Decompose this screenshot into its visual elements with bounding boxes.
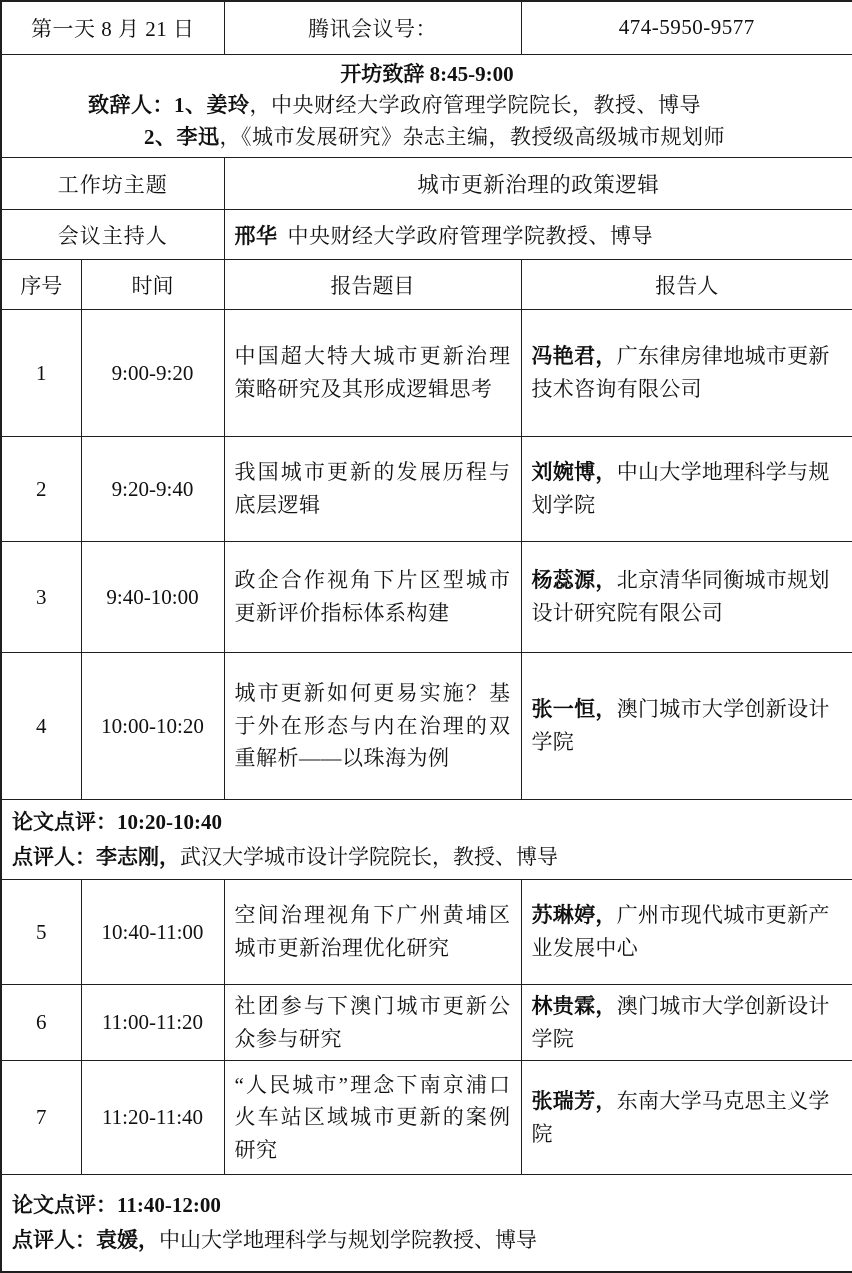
top-header-row [1,1,852,54]
session-time: 9:20-9:40 [81,437,224,542]
col-header-index: 序号 [1,260,81,310]
session-row-2 [1,437,852,542]
reviewer-line [12,1223,842,1258]
session-time: 10:40-11:00 [81,880,224,985]
opening-speaker2-name: 2、李迅 [144,124,220,149]
speaker-name: 刘婉博， [531,460,617,485]
session-row-5 [1,880,852,985]
theme-value: 城市更新治理的政策逻辑 [224,158,852,210]
col-header-title: 报告题目 [224,260,521,310]
session-title: 中国超大特大城市更新治理策略研究及其形成逻辑思考 [224,310,521,437]
speaker-affiliation: 广州市现代城市更新产业发展中心 [531,903,830,960]
host-name: 邢华 [234,223,278,248]
session-row-3 [1,542,852,653]
theme-row [1,158,852,210]
session-number: 7 [1,1061,81,1175]
host-label: 会议主持人 [1,210,224,260]
speaker-name: 冯艳君， [531,344,617,369]
session-number: 3 [1,542,81,653]
speaker-name: 张一恒， [531,697,617,722]
session-speaker [521,1061,852,1175]
session-speaker [521,653,852,800]
reviewer-affiliation: 武汉大学城市设计学院院长，教授、博导 [180,844,558,869]
session-row-6 [1,985,852,1061]
session-speaker [521,985,852,1061]
session-title: 城市更新如何更易实施？基于外在形态与内在治理的双重解析——以珠海为例 [224,653,521,800]
opening-speaker1-name: 1、姜玲 [174,93,250,117]
reviewer-line [12,840,842,875]
host-affiliation: 中央财经大学政府管理学院教授、博导 [287,223,653,248]
session-speaker [521,310,852,437]
session-title: “人民城市”理念下南京浦口火车站区域城市更新的案例研究 [224,1061,521,1175]
meeting-number-value: 474-5950-9577 [521,1,852,54]
speaker-affiliation: 广东律房律地城市更新技术咨询有限公司 [531,344,830,401]
session-number: 1 [1,310,81,437]
session-row-4 [1,653,852,800]
session-title: 社团参与下澳门城市更新公众参与研究 [224,985,521,1061]
session-row-7 [1,1061,852,1175]
reviewer-label: 点评人： [12,844,96,869]
session-number: 5 [1,880,81,985]
session-number: 4 [1,653,81,800]
reviewer-name: 李志刚， [96,844,180,869]
speaker-affiliation: 澳门城市大学创新设计学院 [531,697,830,754]
review-time-line [12,805,842,840]
paper-review-2-cell [1,1175,852,1272]
paper-review-1-cell [1,800,852,880]
session-speaker [521,542,852,653]
meeting-number-label: 腾讯会议号： [224,1,521,54]
reviewer-label: 点评人： [12,1227,96,1252]
session-row-1 [1,310,852,437]
reviewer-affiliation: 中山大学地理科学与规划学院教授、博导 [159,1227,537,1252]
host-row [1,210,852,260]
speaker-affiliation: 北京清华同衡城市规划设计研究院有限公司 [531,568,830,625]
review-time-line [12,1188,842,1223]
speaker-name: 张瑞芳， [531,1088,617,1113]
session-speaker [521,437,852,542]
speaker-name: 林贵霖， [531,993,617,1018]
day-label: 第一天 8 月 21 日 [1,1,224,54]
opening-speaker-label: 致辞人： [88,93,174,117]
opening-speaker2-desc: ，《城市发展研究》杂志主编，教授级高级城市规划师 [219,124,725,149]
opening-title: 开坊致辞 8:45-9:00 [340,61,514,86]
paper-review-2-row [1,1175,852,1272]
session-time: 11:00-11:20 [81,985,224,1061]
session-title: 政企合作视角下片区型城市更新评价指标体系构建 [224,542,521,653]
column-header-row [1,260,852,310]
session-number: 6 [1,985,81,1061]
review-time: 11:40-12:00 [117,1193,221,1218]
review-label: 论文点评： [12,1193,117,1218]
speaker-affiliation: 中山大学地理科学与规划学院 [531,460,830,517]
session-time: 9:40-10:00 [81,542,224,653]
paper-review-1-row [1,800,852,880]
session-number: 2 [1,437,81,542]
opening-speaker-line-2 [12,122,842,154]
host-value [224,210,852,260]
opening-speaker1-desc: ，中央财经大学政府管理学院院长，教授、博导 [249,93,701,117]
speaker-name: 苏琳婷， [531,903,617,928]
col-header-speaker: 报告人 [521,260,852,310]
review-time: 10:20-10:40 [117,809,222,834]
session-time: 10:00-10:20 [81,653,224,800]
session-title: 我国城市更新的发展历程与底层逻辑 [224,437,521,542]
speaker-affiliation: 东南大学马克思主义学院 [531,1088,830,1146]
col-header-time: 时间 [81,260,224,310]
review-label: 论文点评： [12,809,117,834]
speaker-name: 杨蕊源， [531,568,617,593]
session-speaker [521,880,852,985]
reviewer-name: 袁媛， [96,1227,159,1252]
opening-remarks-row [1,54,852,158]
session-time: 11:20-11:40 [81,1061,224,1175]
session-title: 空间治理视角下广州黄埔区城市更新治理优化研究 [224,880,521,985]
opening-remarks-cell [1,54,852,158]
session-time: 9:00-9:20 [81,310,224,437]
speaker-affiliation: 澳门城市大学创新设计学院 [531,993,830,1051]
theme-label: 工作坊主题 [1,158,224,210]
opening-speaker-line-1 [12,90,842,122]
